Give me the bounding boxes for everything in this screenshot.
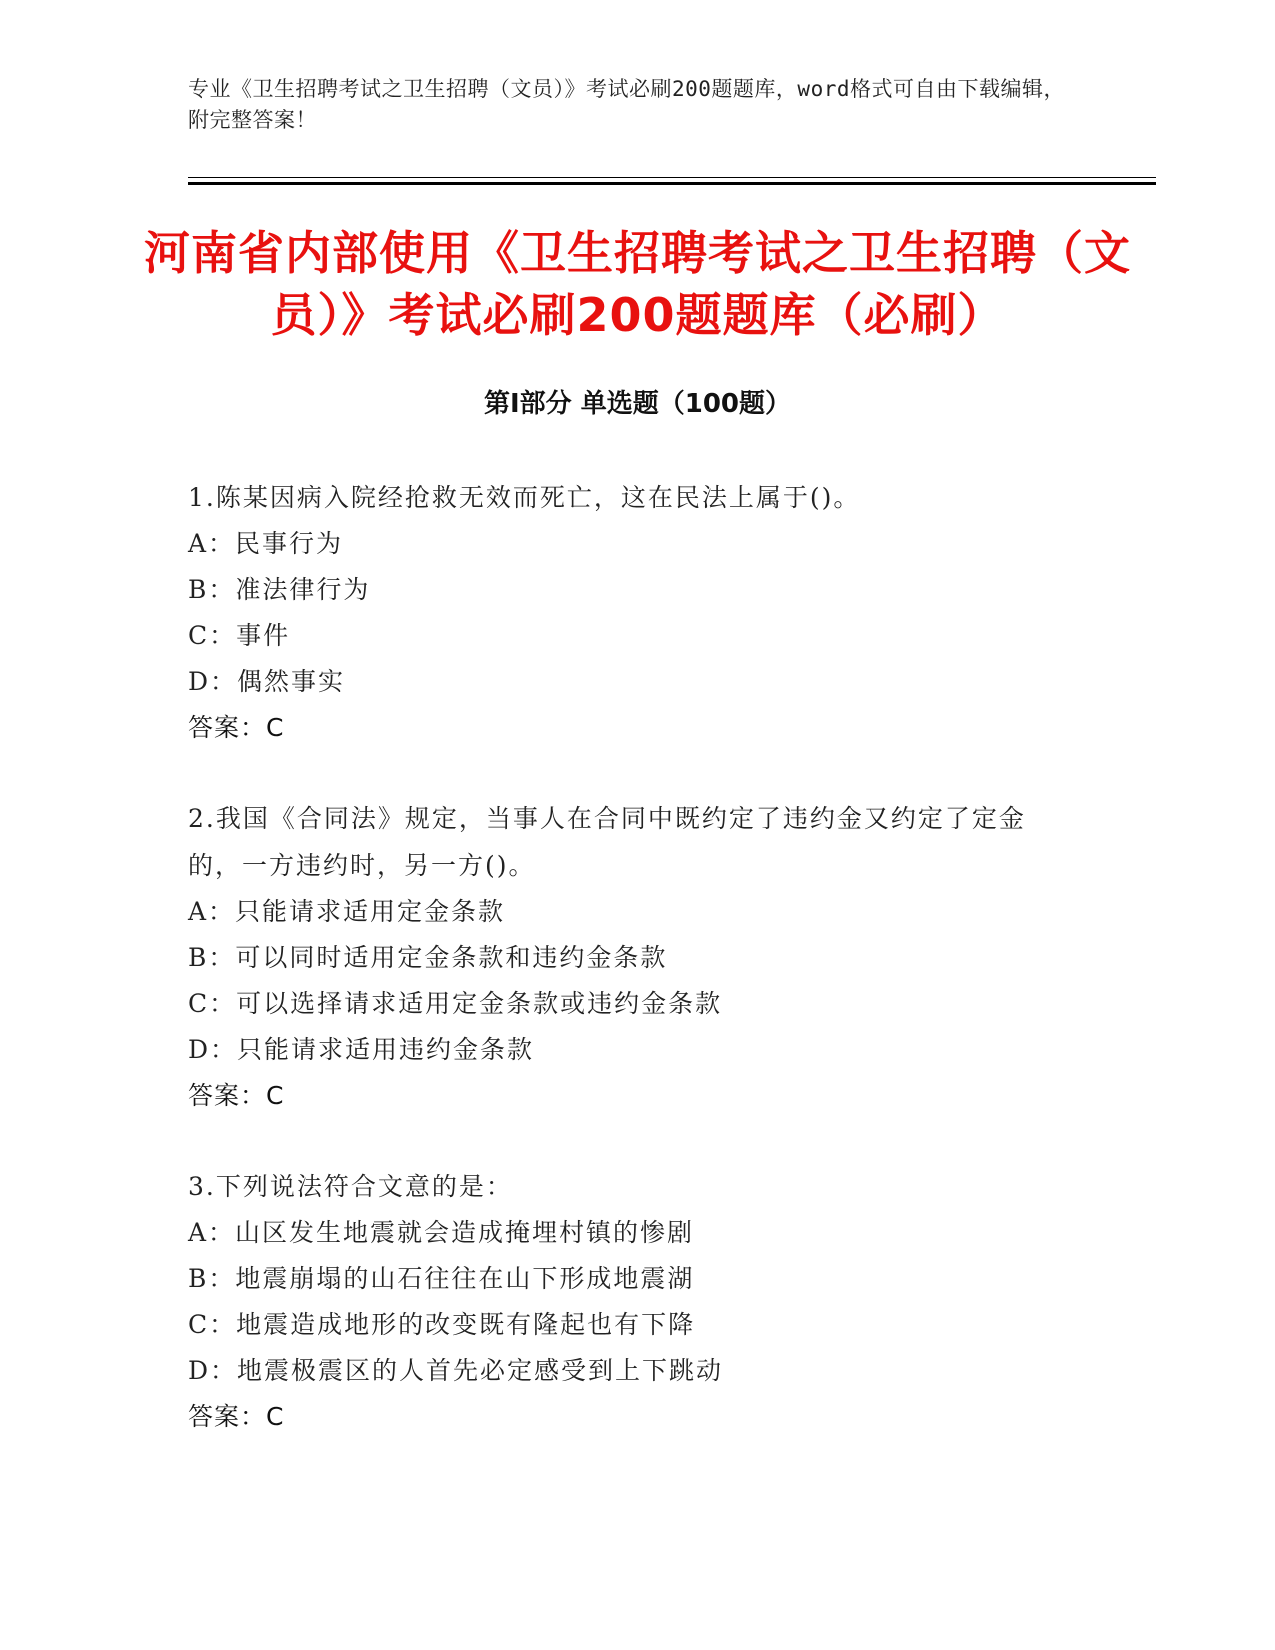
section-heading: 第I部分 单选题（100题） bbox=[484, 389, 791, 419]
option-c: C：事件 bbox=[188, 621, 291, 650]
document-title: 河南省内部使用《卫生招聘考试之卫生招聘（文员）》考试必刷200题题库（必刷） bbox=[144, 226, 1131, 342]
option-d: D：只能请求适用违约金条款 bbox=[188, 1035, 535, 1064]
header-divider-thick bbox=[188, 182, 1156, 185]
option-d: D：地震极震区的人首先必定感受到上下跳动 bbox=[188, 1356, 724, 1385]
question-stem: 1.陈某因病入院经抢救无效而死亡，这在民法上属于()。 bbox=[188, 483, 861, 512]
option-b: B：可以同时适用定金条款和违约金条款 bbox=[188, 943, 668, 972]
question-stem: 3.下列说法符合文意的是： bbox=[188, 1172, 513, 1201]
header-note: 专业《卫生招聘考试之卫生招聘（文员）》考试必刷200题题库，word格式可自由下载编辑，附完整答案！ bbox=[188, 77, 1065, 132]
option-d: D：偶然事实 bbox=[188, 667, 346, 696]
question-stem: 2.我国《合同法》规定，当事人在合同中既约定了违约金又约定了定金的，一方违约时，另一方()。 bbox=[188, 804, 1026, 880]
option-c: C：地震造成地形的改变既有隆起也有下降 bbox=[188, 1310, 696, 1339]
question-list bbox=[188, 474, 1078, 1484]
question-1 bbox=[188, 474, 1078, 751]
question-2 bbox=[188, 795, 1078, 1119]
option-b: B：地震崩塌的山石往往在山下形成地震湖 bbox=[188, 1264, 695, 1293]
option-c: C：可以选择请求适用定金条款或违约金条款 bbox=[188, 989, 723, 1018]
header-divider-thin bbox=[188, 177, 1156, 178]
option-b: B：准法律行为 bbox=[188, 575, 371, 604]
answer: 答案：C bbox=[188, 713, 285, 742]
option-a: A：只能请求适用定金条款 bbox=[188, 897, 506, 926]
answer: 答案：C bbox=[188, 1081, 285, 1110]
option-a: A：民事行为 bbox=[188, 529, 344, 558]
answer: 答案：C bbox=[188, 1402, 285, 1431]
option-a: A：山区发生地震就会造成掩埋村镇的惨剧 bbox=[188, 1218, 695, 1247]
question-3 bbox=[188, 1163, 1078, 1440]
